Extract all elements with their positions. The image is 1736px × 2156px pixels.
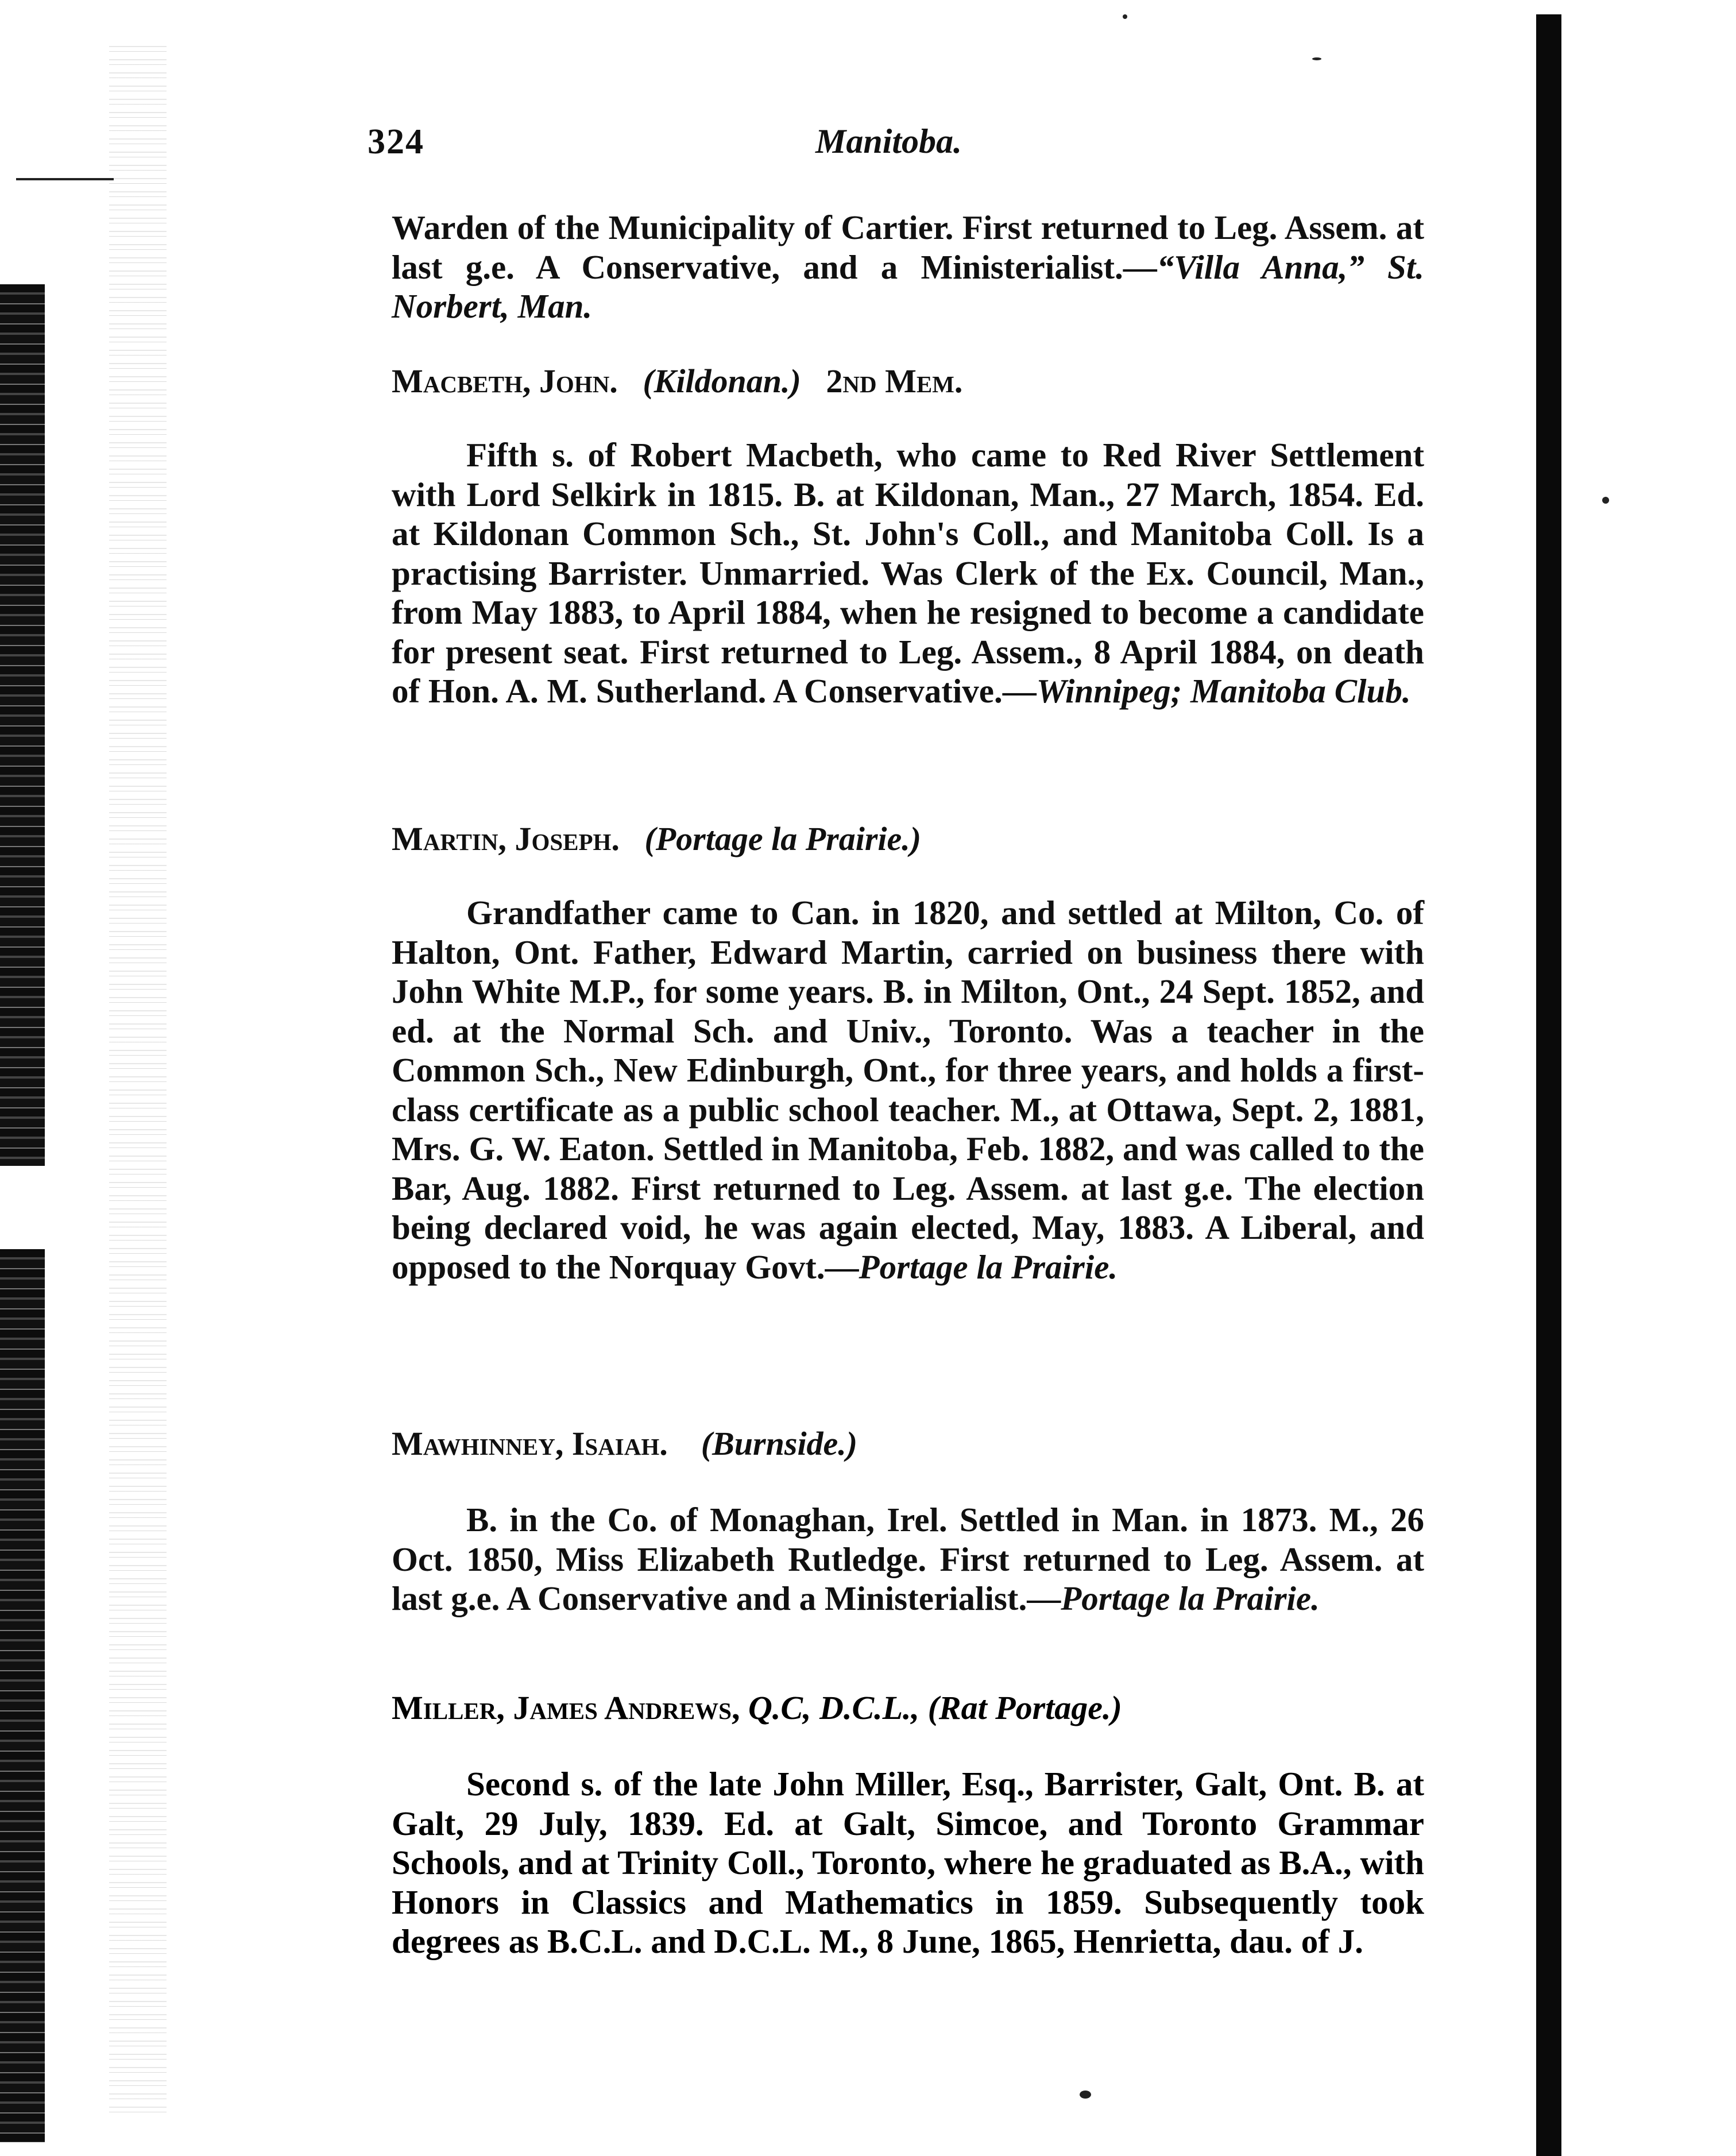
- entry-surname: Macbeth,: [392, 362, 531, 400]
- entry-body: Second s. of the late John Miller, Esq., Barrister, Galt, Ont. B. at Galt, 29 July, 1839. Ed. at Galt, Simcoe, and Toronto Grammar Schools, and at Trinity Coll., Toronto, where he graduated as B.A., with Honors in Classics and Mathematics in 1859. Subsequently took degrees as B.C.L. and D.C.L. M., 8 June, 1865, Henrietta, dau. of J.: [392, 1765, 1424, 1960]
- entry-heading-mawhinney: [392, 1424, 1424, 1463]
- scan-speck: [1123, 14, 1127, 19]
- scan-speck: [1602, 497, 1609, 504]
- entry-given-name: James Andrews,: [513, 1689, 740, 1726]
- entry-address: “Villa Anna,” St. Norbert, Man.: [392, 248, 1424, 325]
- entry-text-macbeth: [392, 435, 1424, 711]
- entry-given-name: Joseph.: [515, 820, 620, 857]
- scan-dark-band-lower: [0, 1249, 45, 2142]
- entry-surname: Martin,: [392, 820, 507, 857]
- entry-address: Winnipeg; Manitoba Club.: [1036, 672, 1411, 710]
- scan-speck: [1080, 2091, 1091, 2099]
- entry-heading-martin: [392, 820, 1424, 858]
- entry-body: Grandfather came to Can. in 1820, and settled at Milton, Co. of Halton, Ont. Father, Edward Martin, carried on business there with John White M.P., for some years. B. in Milton, Ont., 24 Sept. 1852, and ed. at the Normal Sch. and Univ., Toronto. Was a teacher in the Common Sch., New Edinburgh, Ont., for three years, and holds a first-class certificate as a public school teacher. M., at Ottawa, Sept. 2, 1881, Mrs. G. W. Eaton. Settled in Manitoba, Feb. 1882, and was called to the Bar, Aug. 1882. First returned to Leg. Assem. at last g.e. The election being declared void, he was again elected, May, 1883. A Liberal, and opposed to the Norquay Govt.—: [392, 894, 1424, 1286]
- entry-surname: Miller,: [392, 1689, 505, 1726]
- entry-text-miller: [392, 1764, 1424, 1961]
- entry-surname: Mawhinney,: [392, 1425, 564, 1462]
- entry-given-name: John.: [539, 362, 618, 400]
- entry-text-mawhinney: [392, 1500, 1424, 1618]
- entry-continuation: [392, 208, 1424, 326]
- scan-right-edge-bar: [1536, 14, 1561, 2156]
- entry-constituency: (Rat Portage.): [927, 1689, 1122, 1726]
- entry-given-name: Isaiah.: [571, 1425, 668, 1462]
- entry-heading-miller: [392, 1689, 1424, 1727]
- entry-body: Fifth s. of Robert Macbeth, who came to Red River Settlement with Lord Selkirk in 1815. B. at Kildonan, Man., 27 March, 1854. Ed. at Kildonan Common Sch., St. John's Coll., and Manitoba Coll. Is a practising Barrister. Unmarried. Was Clerk of the Ex. Council, Man., from May 1883, to April 1884, when he resigned to become a candidate for present seat. First returned to Leg. Assem., 8 April 1884, on death of Hon. A. M. Sutherland. A Conservative.—: [392, 436, 1424, 710]
- page-number: 324: [368, 122, 424, 161]
- scan-margin-line: [16, 178, 114, 180]
- entry-note: 2nd Mem.: [826, 362, 963, 400]
- entry-heading-macbeth: [392, 362, 1424, 400]
- entry-body: Warden of the Municipality of Cartier. First returned to Leg. Assem. at last g.e. A Conservative, and a Ministerialist.—: [392, 208, 1424, 286]
- entry-constituency: (Portage la Prairie.): [644, 820, 922, 857]
- entry-address: Portage la Prairie.: [859, 1247, 1118, 1286]
- scan-dark-band-upper: [0, 284, 45, 1166]
- entry-body: B. in the Co. of Monaghan, Irel. Settled in Man. in 1873. M., 26 Oct. 1850, Miss Elizabeth Rutledge. First returned to Leg. Assem. at last g.e. A Conservative and a Ministerialist.—: [392, 1501, 1424, 1617]
- scan-speck: [1312, 57, 1321, 60]
- running-head: Manitoba.: [815, 122, 962, 160]
- entry-text-martin: [392, 893, 1424, 1286]
- entry-constituency: (Burnside.): [701, 1425, 858, 1462]
- scan-edge-noise: [109, 46, 167, 2114]
- entry-address: Portage la Prairie.: [1061, 1579, 1320, 1617]
- entry-honours: Q.C, D.C.L.,: [748, 1689, 920, 1726]
- entry-constituency: (Kildonan.): [643, 362, 801, 400]
